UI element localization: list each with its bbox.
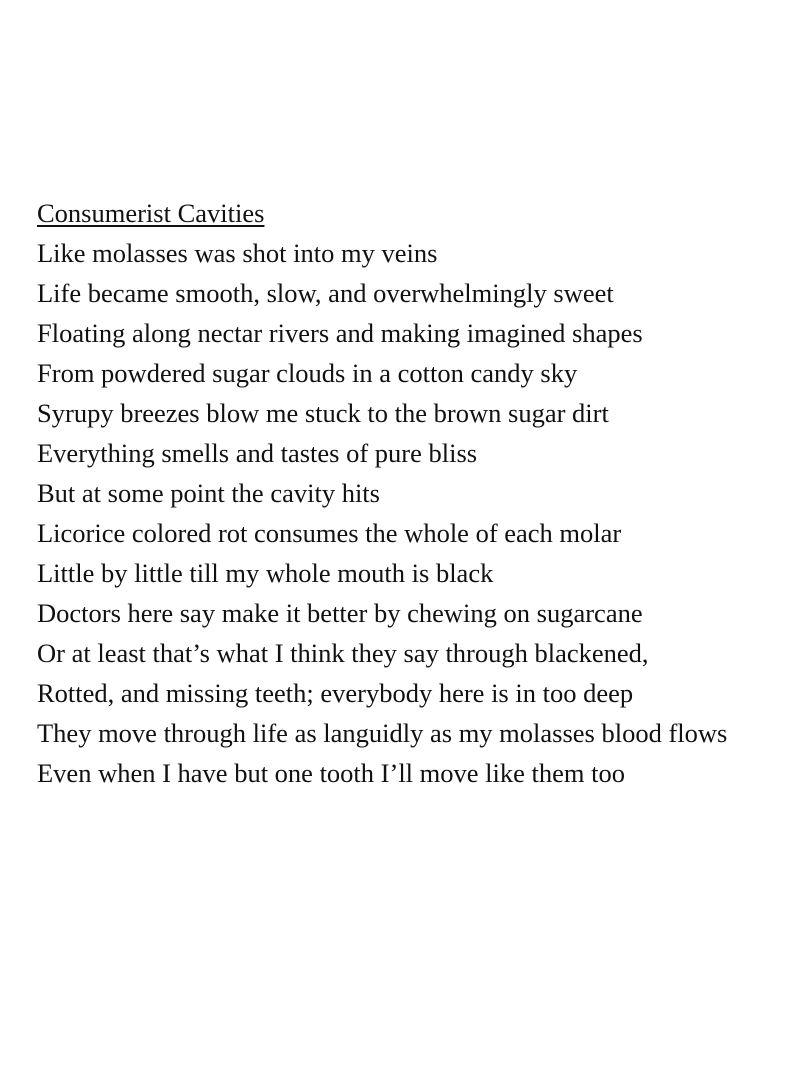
poem-line: Even when I have but one tooth I’ll move like them too: [37, 758, 626, 788]
poem-line: Floating along nectar rivers and making imagined shapes: [37, 318, 643, 348]
poem-line: Or at least that’s what I think they say through blackened,: [37, 638, 649, 668]
poem-line: Doctors here say make it better by chewing on sugarcane: [37, 598, 643, 628]
poem-line: Like molasses was shot into my veins: [37, 238, 438, 268]
poem-title: Consumerist Cavities: [37, 198, 265, 228]
poem-line: From powdered sugar clouds in a cotton candy sky: [37, 358, 578, 388]
poem-line: Syrupy breezes blow me stuck to the brown sugar dirt: [37, 398, 609, 428]
poem-line: Life became smooth, slow, and overwhelmingly sweet: [37, 278, 614, 308]
poem-line: Everything smells and tastes of pure bliss: [37, 438, 478, 468]
poem-line: Little by little till my whole mouth is black: [37, 558, 494, 588]
poem-line: But at some point the cavity hits: [37, 478, 380, 508]
poem-line: Rotted, and missing teeth; everybody here is in too deep: [37, 678, 634, 708]
poem-line: Licorice colored rot consumes the whole of each molar: [37, 518, 622, 548]
poem-line: They move through life as languidly as my molasses blood flows: [37, 718, 728, 748]
poem: [37, 193, 806, 793]
